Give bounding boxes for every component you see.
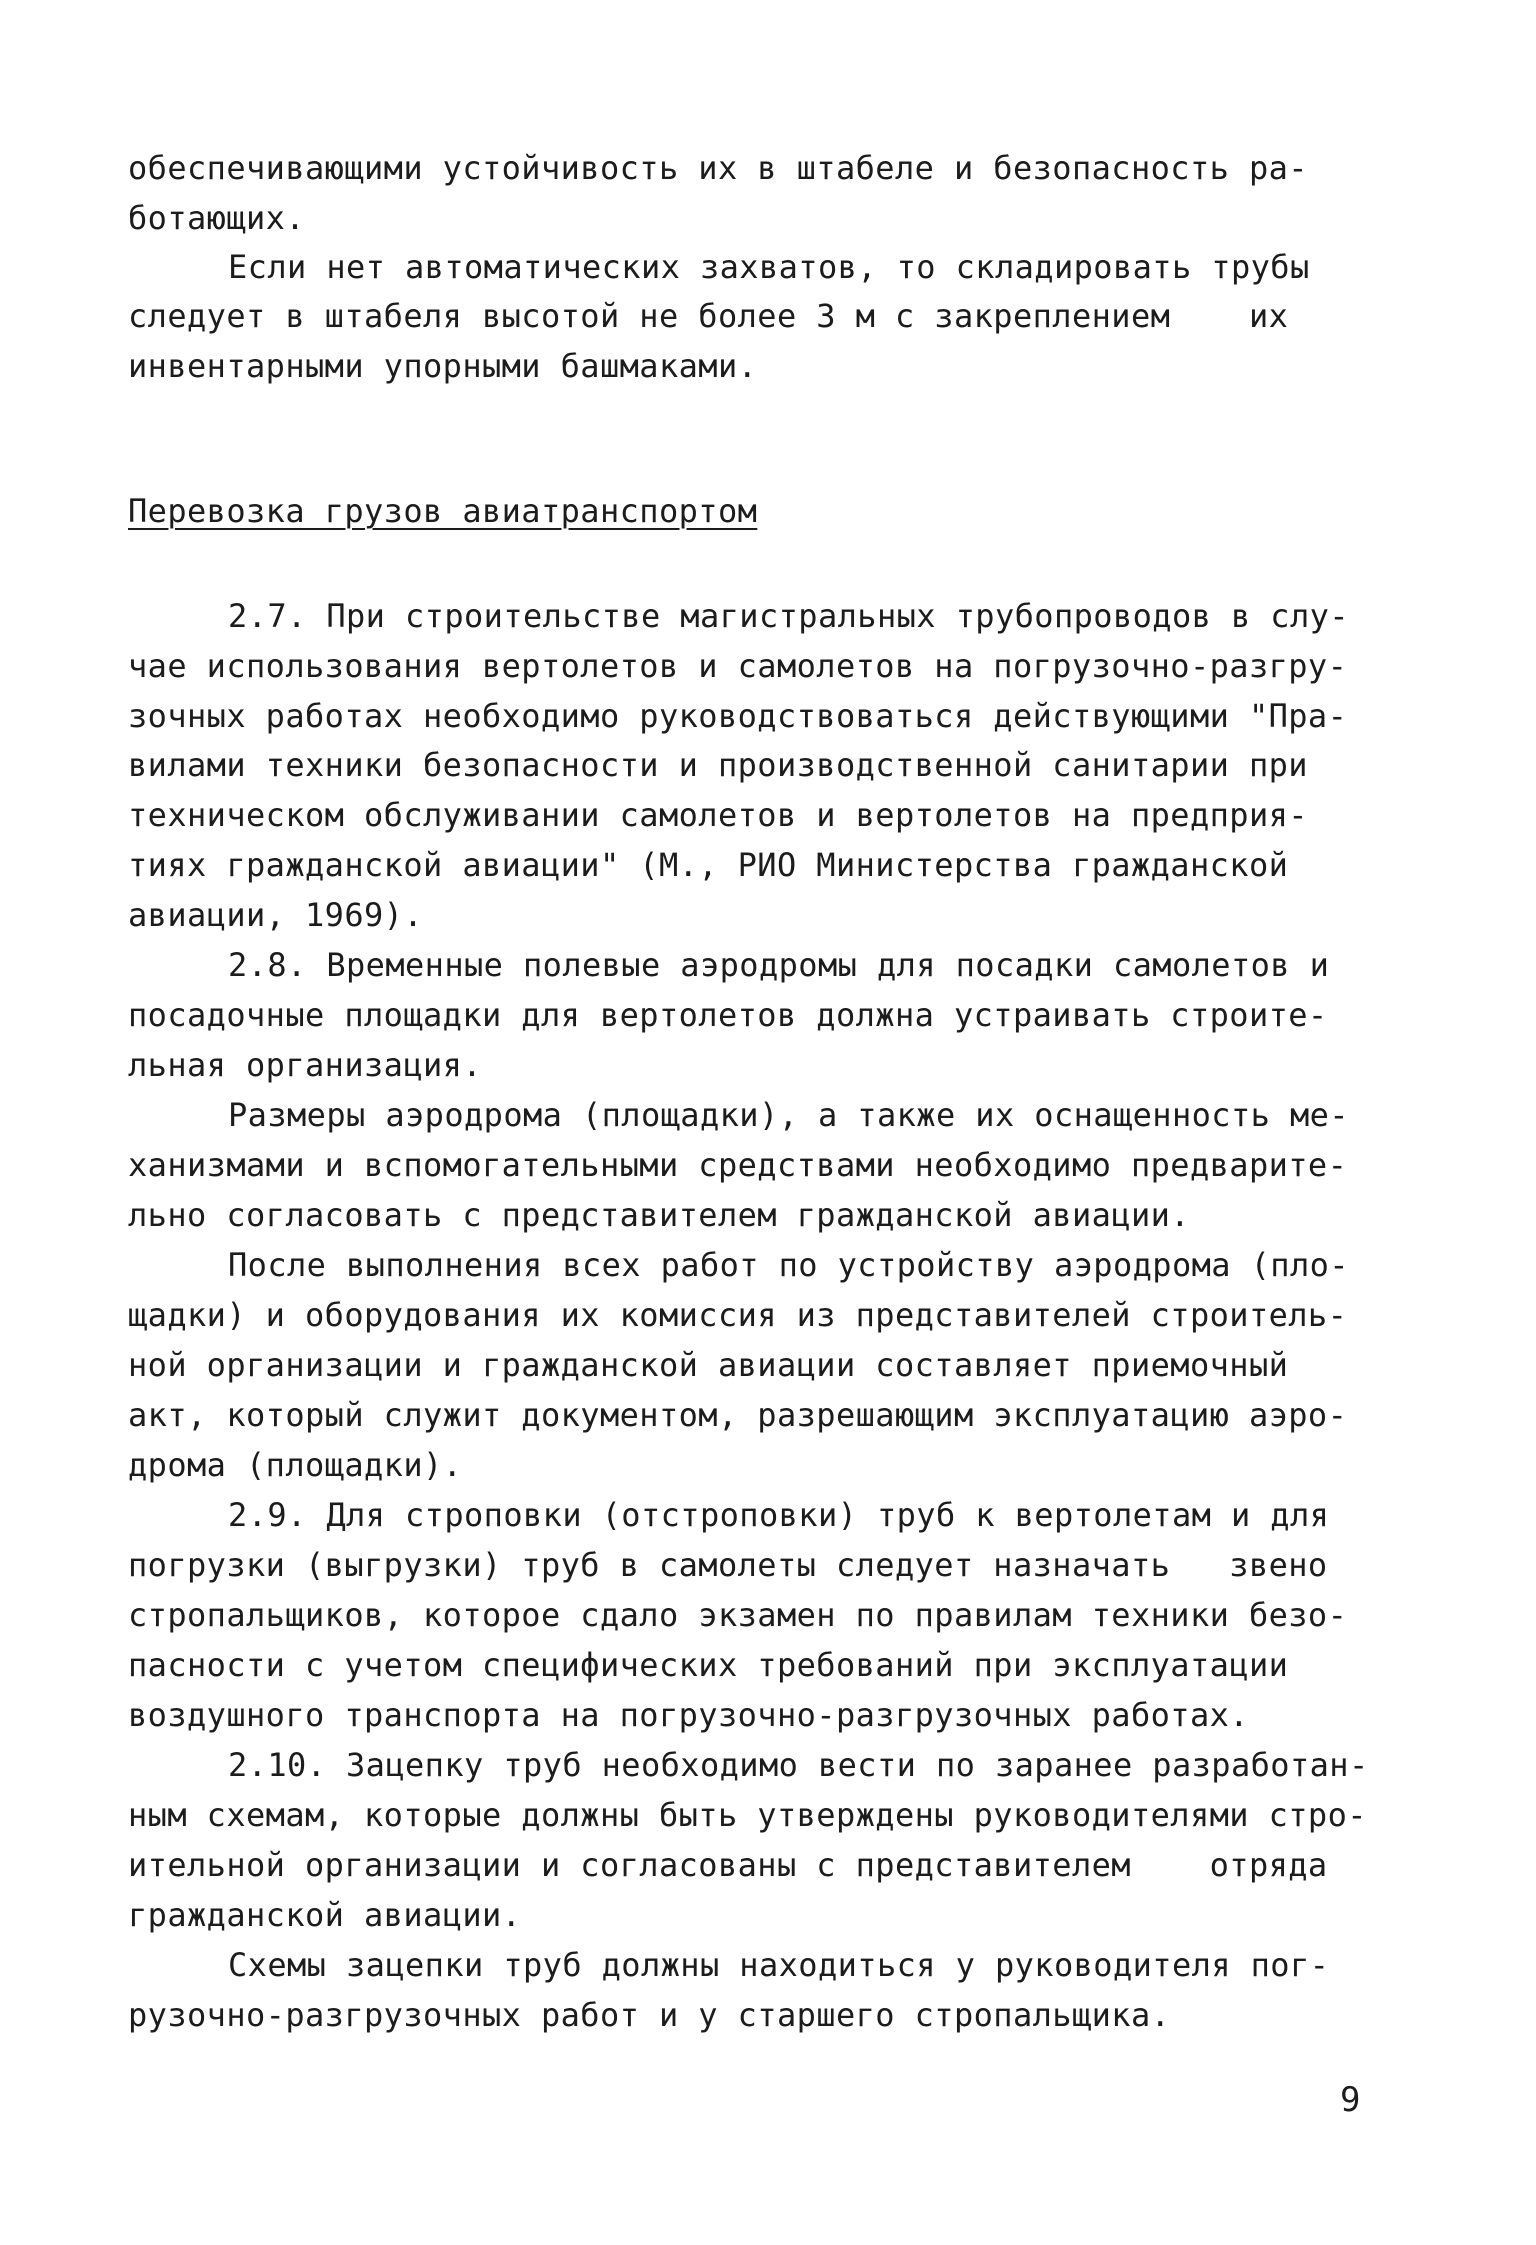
text-line: зочных работах необходимо руководствоваться действующими "Пра- [128, 697, 1348, 735]
text-line: ной организации и гражданской авиации составляет приемочный [128, 1346, 1289, 1384]
text-line: 2.10. Зацепку труб необходимо вести по заранее разработан- [228, 1746, 1369, 1784]
text-line: авиации, 1969). [128, 896, 423, 934]
text-line: дрома (площадки). [128, 1446, 463, 1484]
text-line: 2.8. Временные полевые аэродромы для посадки самолетов и [228, 946, 1330, 984]
text-line: погрузки (выгрузки) труб в самолеты следует назначать звено [128, 1546, 1328, 1584]
text-line: посадочные площадки для вертолетов должна устраивать строите- [128, 996, 1328, 1034]
text-line: льная организация. [128, 1046, 482, 1084]
text-line: Если нет автоматических захватов, то складировать трубы [228, 248, 1310, 286]
text-line: чае использования вертолетов и самолетов на погрузочно-разгру- [128, 647, 1348, 685]
text-line: ботающих. [128, 199, 305, 237]
text-line: ным схемам, которые должны быть утверждены руководителями стро- [128, 1796, 1367, 1834]
text-line: 2.9. Для строповки (отстроповки) труб к вертолетам и для [228, 1496, 1330, 1534]
text-line: техническом обслуживании самолетов и вертолетов на предприя- [128, 796, 1308, 834]
text-line: обеспечивающими устойчивость их в штабеле и безопасность ра- [128, 149, 1308, 187]
text-line: вилами техники безопасности и производственной санитарии при [128, 746, 1308, 784]
text-line: пасности с учетом специфических требований при эксплуатации [128, 1646, 1289, 1684]
text-line: Размеры аэродрома (площадки), а также их оснащенность ме- [228, 1096, 1349, 1134]
text-line: 2.7. При строительстве магистральных трубопроводов в слу- [228, 597, 1349, 635]
page-number: 9 [1340, 2080, 1361, 2120]
text-line: стропальщиков, которое сдало экзамен по правилам техники безо- [128, 1596, 1348, 1634]
text-line: воздушного транспорта на погрузочно-разгрузочных работах. [128, 1696, 1249, 1734]
text-line: гражданской авиации. [128, 1896, 522, 1934]
text-line: После выполнения всех работ по устройству аэродрома (пло- [228, 1246, 1349, 1284]
text-line: тиях гражданской авиации" (М., РИО Министерства гражданской [128, 846, 1289, 884]
text-line: Схемы зацепки труб должны находиться у руководителя пог- [228, 1946, 1330, 1984]
text-line: ительной организации и согласованы с представителем отряда [128, 1846, 1328, 1884]
text-line: рузочно-разгрузочных работ и у старшего стропальщика. [128, 1996, 1171, 2034]
text-line: инвентарными упорными башмаками. [128, 347, 758, 385]
section-heading: Перевозка грузов авиатранспортом [128, 492, 758, 530]
text-line: ханизмами и вспомогательными средствами необходимо предварите- [128, 1146, 1348, 1184]
text-line: акт, который служит документом, разрешающим эксплуатацию аэро- [128, 1396, 1348, 1434]
text-line: щадки) и оборудования их комиссия из представителей строитель- [128, 1296, 1348, 1334]
text-line: льно согласовать с представителем гражданской авиации. [128, 1196, 1190, 1234]
text-line: следует в штабеля высотой не более 3 м с закреплением их [128, 297, 1289, 335]
